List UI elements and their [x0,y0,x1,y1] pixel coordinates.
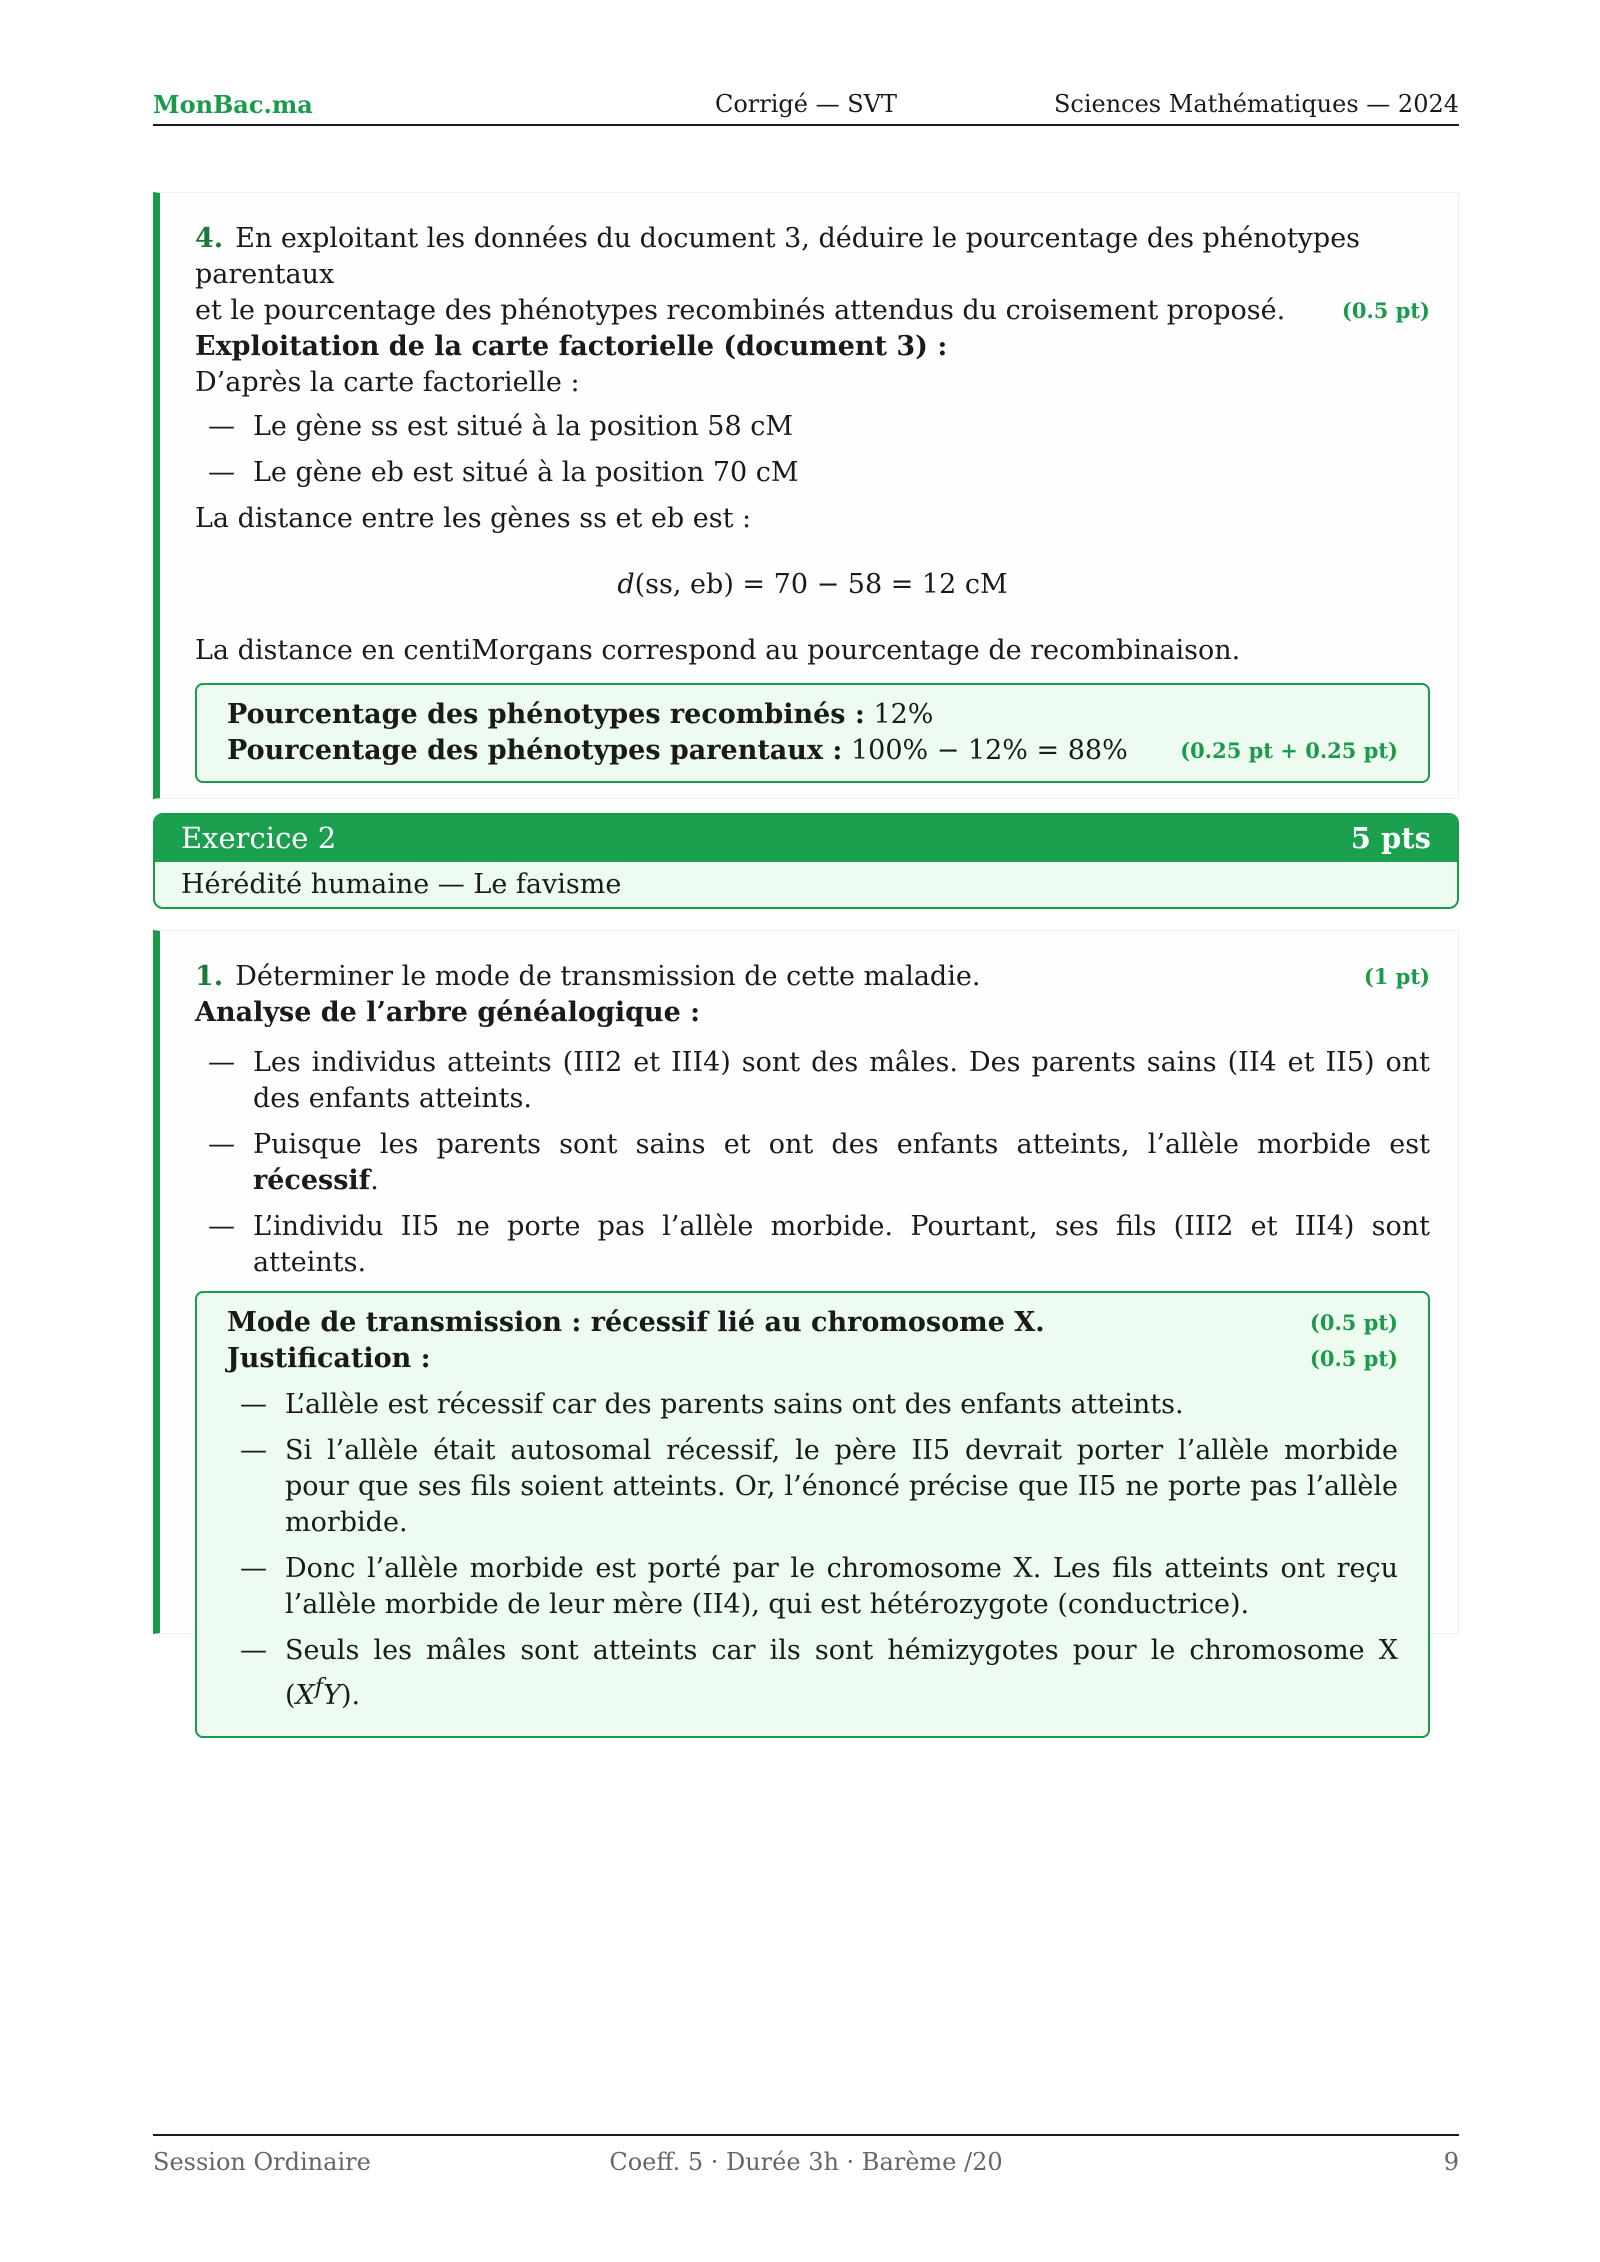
answer-line [227,697,1398,733]
list-item: — Les individus atteints (III2 et III4) sont des mâles. Des parents sains (II4 et II5) ont des enfants atteints. [195,1045,1430,1117]
list-item: — L’allèle est récessif car des parents sains ont des enfants atteints. [227,1387,1398,1423]
answer-label: Pourcentage des phénotypes parentaux : [227,735,843,766]
list-item [195,1127,1430,1199]
item-text: . [370,1165,379,1196]
answer-box [195,683,1430,783]
section-title: Exploitation de la carte factorielle (document 3) : [195,331,948,362]
page-header [153,88,1459,126]
points-badge: (0.5 pt) [1309,1310,1398,1335]
analysis-list [195,1045,1430,1281]
page [153,0,1459,2262]
exercise-title-bar [155,815,1457,862]
question-number: 4. [195,223,224,254]
list-item: — Donc l’allèle morbide est porté par le chromosome X. Les fils atteints ont reçu l’allèle morbide de leur mère (II4), qui est hétérozygote (conductrice). [227,1551,1398,1623]
exercise-score: 5 pts [1350,821,1431,855]
points-badge: (0.5 pt) [1341,298,1430,323]
item-bold: récessif [253,1165,371,1196]
justification-list [227,1387,1398,1714]
brand-name[interactable]: MonBac.ma [153,90,313,119]
answer-line [227,733,1398,769]
prompt-text: Déterminer le mode de transmission de cette maladie. [235,961,981,992]
answer-label: Mode de transmission : récessif lié au chromosome X. [227,1307,1045,1338]
distance-text: La distance entre les gènes ss et eb est : [195,503,752,534]
question-4-prompt [195,221,1430,293]
points-badge: (0.5 pt) [1309,1346,1398,1371]
distance-formula [195,567,1430,603]
exercise-header [153,813,1459,909]
header-subject: Corrigé — SVT [714,90,898,118]
exercise-title: Exercice 2 [181,821,337,855]
list-item: — Si l’allèle était autosomal récessif, le père II5 devrait porter l’allèle morbide pour que ses fils soient atteints. Or, l’énoncé précise que II5 ne porte pas l’allèle morbide. [227,1433,1398,1541]
item-text: Puisque les parents sont sains et ont des enfants atteints, l’allèle morbide est [253,1129,1430,1160]
list-item: — Le gène ss est situé à la position 58 cM [195,409,1430,445]
question-4-card [153,192,1459,799]
conclusion-text: La distance en centiMorgans correspond au pourcentage de recombinaison. [195,635,1241,666]
answer-box [195,1291,1430,1738]
question-number: 1. [195,961,224,992]
gene-list [195,409,1430,491]
answer-label: Justification : [227,1343,431,1374]
list-item: — L’individu II5 ne porte pas l’allèle morbide. Pourtant, ses fils (III2 et III4) sont atteints. [195,1209,1430,1281]
answer-label: Pourcentage des phénotypes recombinés : [227,699,865,730]
prompt-text: et le pourcentage des phénotypes recombinés attendus du croisement proposé. [195,295,1286,326]
prompt-text: En exploitant les données du document 3, déduire le pourcentage des phénotypes parentaux [195,223,1361,290]
question-4-prompt-line2 [195,293,1430,329]
footer-session: Session Ordinaire [153,2148,371,2176]
answer-title [227,1305,1398,1341]
list-item [227,1633,1398,1714]
formula-rest: (ss, eb) = 70 − 58 = 12 cM [634,569,1008,600]
item-text: Seuls les mâles sont atteints car ils sont hémizygotes pour le chromosome X ( [285,1635,1398,1711]
justification-title [227,1341,1398,1377]
page-number: 9 [1443,2148,1459,2176]
answer-value: 100% − 12% = 88% [842,735,1128,766]
question-1-prompt [195,959,1430,995]
footer-info: Coeff. 5 · Durée 3h · Barème /20 [609,2148,1003,2176]
list-item: — Le gène eb est situé à la position 70 cM [195,455,1430,491]
points-badge: (0.25 pt + 0.25 pt) [1180,738,1398,763]
answer-value: 12% [864,699,934,730]
section-title: Analyse de l’arbre généalogique : [195,997,701,1028]
formula-var: d [617,569,635,600]
exercise-subtitle: Hérédité humaine — Le favisme [181,869,622,900]
genotype-formula: $X^fY$ [295,1674,341,1711]
question-1-card [153,930,1459,1711]
header-track: Sciences Mathématiques — 2024 [1053,90,1459,118]
intro-text: D’après la carte factorielle : [195,367,580,398]
points-badge: (1 pt) [1363,964,1430,989]
page-footer [153,2134,1459,2176]
item-text: ). [340,1680,361,1711]
